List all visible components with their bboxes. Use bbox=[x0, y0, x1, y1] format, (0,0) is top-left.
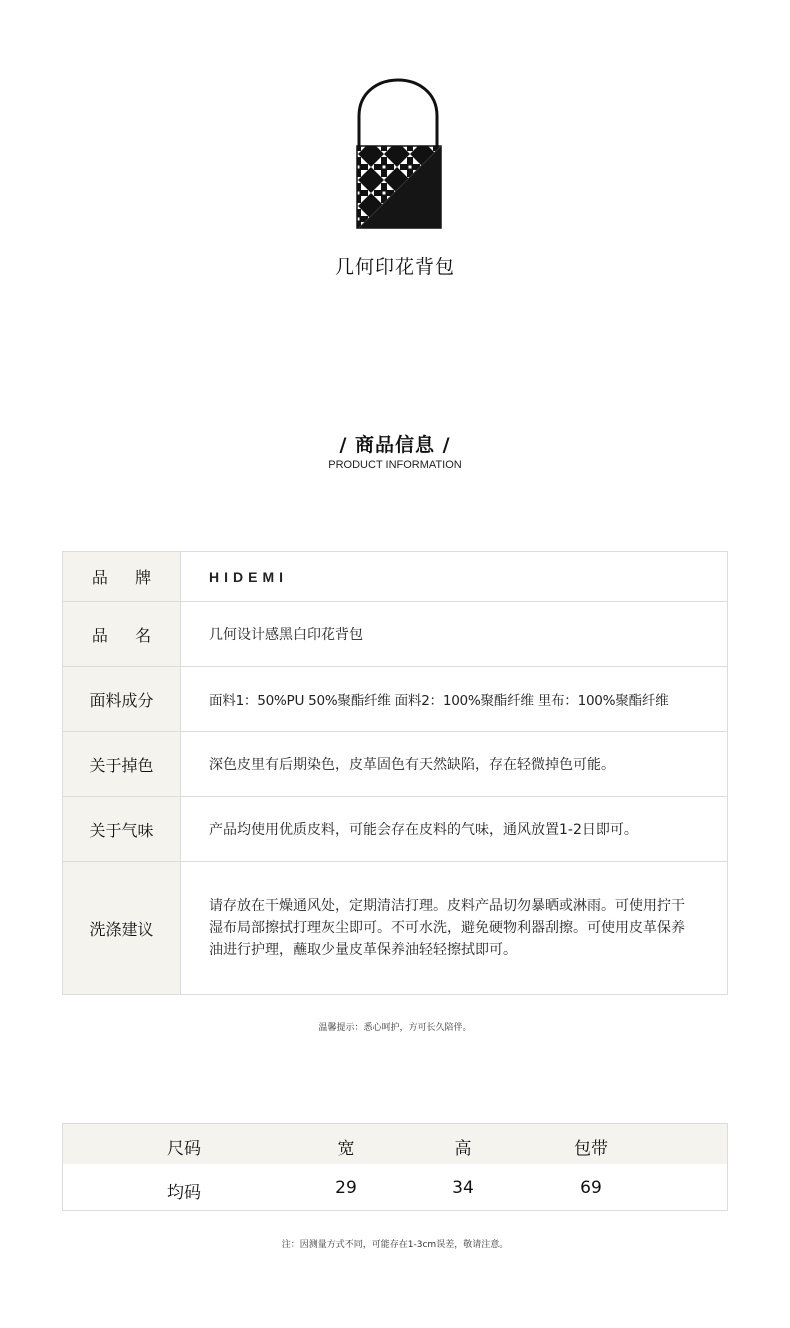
info-row-name bbox=[63, 602, 727, 667]
size-header-width: 宽 bbox=[337, 1139, 355, 1159]
size-header-strap: 包带 bbox=[574, 1139, 608, 1159]
size-cell-strap: 69 bbox=[580, 1178, 602, 1198]
info-value-odor: 产品均使用优质皮料，可能会存在皮料的气味，通风放置1-2日即可。 bbox=[209, 822, 638, 838]
size-cell-size: 均码 bbox=[167, 1183, 201, 1203]
info-value-care: 请存放在干燥通风处，定期清洁打理。皮料产品切勿暴晒或淋雨。可使用拧干湿布局部擦拭打理灰尘即可。不可水洗，避免硬物利器刮擦。可使用皮革保养油进行护理，蘸取少量皮革保养油轻轻擦拭即可。 bbox=[209, 898, 685, 958]
info-row-odor bbox=[63, 797, 727, 862]
geometric-bag-illustration bbox=[345, 76, 451, 234]
product-title: 几何印花背包 bbox=[334, 256, 455, 278]
info-value-color-fading: 深色皮里有后期染色，皮革固色有天然缺陷，存在轻微掉色可能。 bbox=[209, 757, 615, 773]
info-label: 品名 bbox=[63, 602, 181, 666]
info-row-material bbox=[63, 667, 727, 732]
info-label: 关于掉色 bbox=[63, 732, 181, 796]
size-header-size: 尺码 bbox=[167, 1139, 201, 1159]
info-row-color-fading bbox=[63, 732, 727, 797]
size-cell-height: 34 bbox=[452, 1178, 474, 1198]
product-info-table bbox=[62, 551, 728, 995]
care-tip: 温馨提示：悉心呵护，方可长久陪伴。 bbox=[318, 1023, 472, 1033]
info-label: 面料成分 bbox=[63, 667, 181, 731]
measurement-note: 注：因测量方式不同，可能存在1-3cm误差，敬请注意。 bbox=[281, 1240, 509, 1250]
info-row-brand bbox=[63, 552, 727, 602]
info-row-care bbox=[63, 862, 727, 994]
info-label: 品牌 bbox=[63, 552, 181, 601]
info-label: 关于气味 bbox=[63, 797, 181, 861]
section-subtitle: PRODUCT INFORMATION bbox=[328, 459, 462, 471]
section-title: / 商品信息 / bbox=[339, 434, 451, 456]
size-header-height: 高 bbox=[454, 1139, 472, 1159]
info-label: 洗涤建议 bbox=[63, 862, 181, 994]
info-value-name: 几何设计感黑白印花背包 bbox=[209, 627, 363, 643]
info-value-material: 面料1：50%PU 50%聚酯纤维 面料2：100%聚酯纤维 里布：100%聚酯纤维 bbox=[209, 693, 669, 709]
info-value-brand: HIDEMI bbox=[209, 568, 288, 585]
size-cell-width: 29 bbox=[335, 1178, 357, 1198]
